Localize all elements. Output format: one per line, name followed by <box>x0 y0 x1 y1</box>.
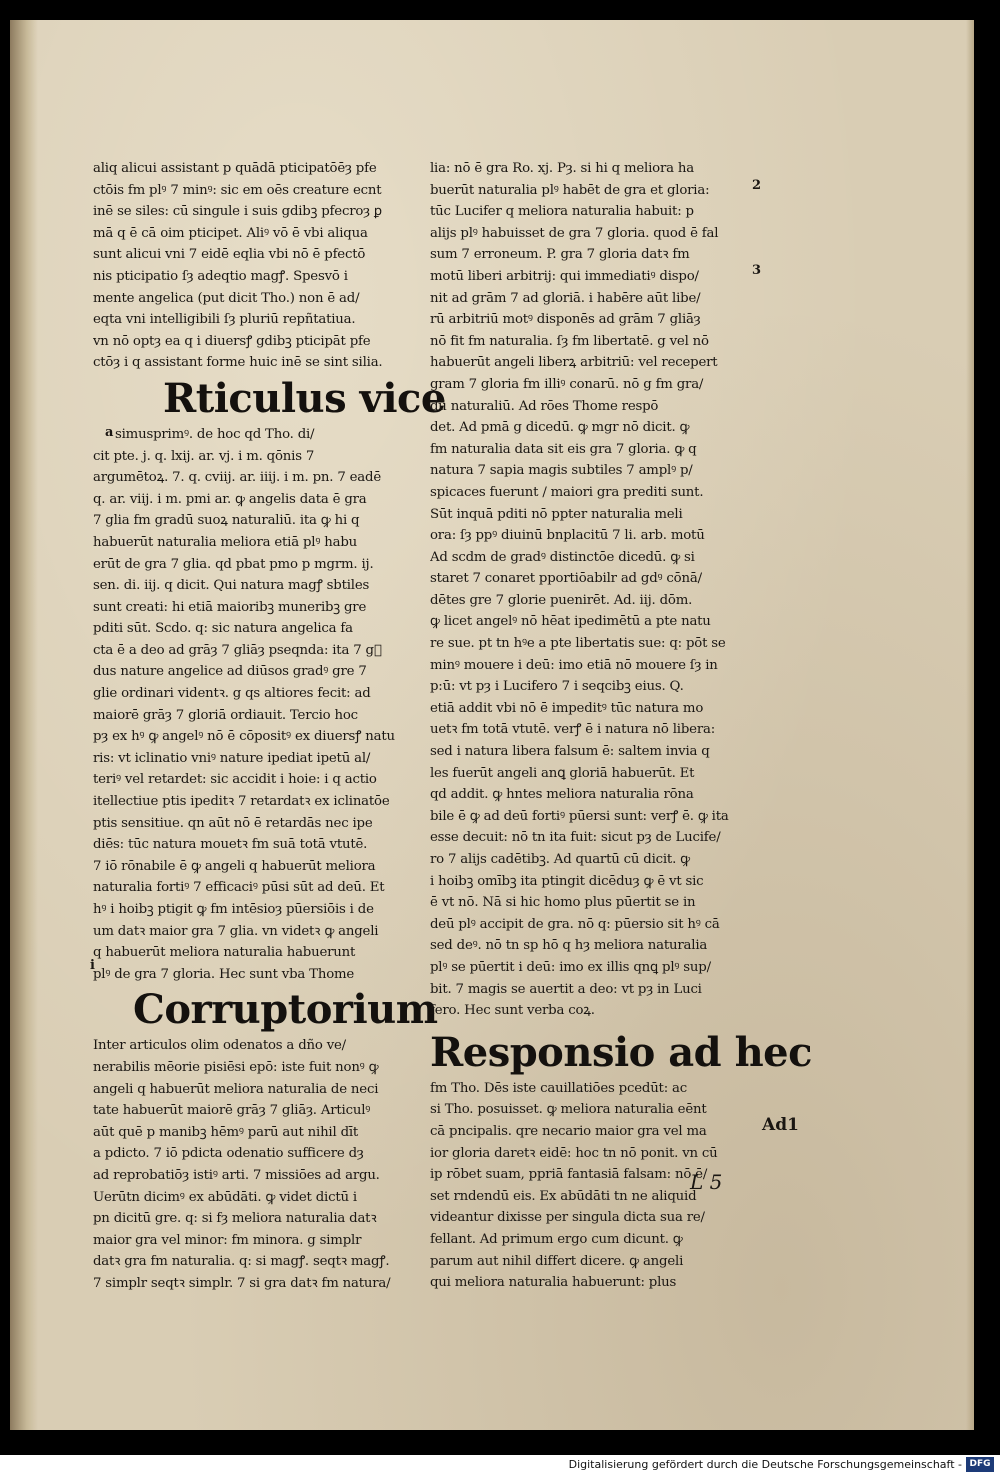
text-line: fero. Hec sunt verba coꝝ. <box>430 1003 595 1019</box>
text-line: eqta vni intelligibili ſȝ pluriū repñtatiua. <box>93 312 356 328</box>
text-line: sunt creati: hi etiā maioribꝫ muneribꝫ gre <box>93 599 367 615</box>
corruptorium-block <box>93 1035 423 1294</box>
text-line: erūt de gra 7 glia. qd pbat pmo p mgrm. ij. <box>93 556 374 572</box>
text-line: aliq alicui assistant p quādā pticipatōēȝ pfe <box>93 161 377 176</box>
margin-mark-articulus: a <box>105 425 114 440</box>
text-line: sed i natura libera falsum ē: saltem invia q <box>430 744 710 760</box>
text-line: Uerūtn dicimꝰ ex abūdāti. ꝙ videt dictū i <box>93 1189 357 1205</box>
dfg-logo-icon: DFG <box>966 1457 994 1472</box>
text-line: uetꝛ fm totā vtutē. verꝭ ē i natura nō libera: <box>430 722 715 738</box>
text-line: itellectiue ptis ipeditꝛ 7 retardatꝛ ex iclinatōe <box>93 794 390 810</box>
margin-number-3: 3 <box>752 263 762 278</box>
text-line: ro 7 alijs cadētibꝫ. Ad quartū cū dicit. ꝙ <box>430 852 690 867</box>
text-line: motū liberi arbitrij: qui immediatiꝰ dispo/ <box>430 268 699 284</box>
text-line: Inter articulos olim odenatos a dño ve/ <box>93 1038 346 1054</box>
text-line: tūc Lucifer q meliora naturalia habuit: p <box>430 204 694 220</box>
text-line: les fuerūt angeli anꝗ gloriā habuerūt. Et <box>430 765 695 781</box>
text-line: angeli q habuerūt meliora naturalia de neci <box>93 1081 379 1097</box>
text-line: lia: nō ē gra Ro. xj. Pȝ. si hi q meliora ha <box>430 161 694 176</box>
text-line: pn dicitū gre. q: si fȝ meliora naturalia datꝛ <box>93 1211 377 1227</box>
text-line: naturalia fortiꝰ 7 efficaciꝰ pūsi sūt ad deū. Et <box>93 880 385 896</box>
text-line: cit pte. j. q. lxij. ar. vj. i m. qōnis 7 <box>93 448 315 464</box>
text-line: maior gra vel minor: fm minora. g simplr <box>93 1232 362 1248</box>
text-line: ad reprobatiōȝ istiꝰ arti. 7 missiōes ad argu. <box>93 1167 380 1183</box>
text-line: vn nō optȝ ea q i diuersꝭ gdibꝫ pticipāt pfe <box>93 333 371 349</box>
text-line: nit ad grām 7 ad gloriā. i habēre aūt libe/ <box>430 290 701 306</box>
text-line: esse decuit: nō tn ita fuit: sicut pȝ de Lucife/ <box>430 830 721 846</box>
text-line: cā pncipalis. qre necario maior gra vel ma <box>430 1123 707 1139</box>
text-line: Ad scdm de gradꝰ distinctōe dicedū. ꝙ si <box>430 549 695 565</box>
text-line: mā q ē cā oim pticipet. Aliꝰ vō ē vbi aliqua <box>93 225 368 241</box>
margin-mark-corruptorium: i <box>90 958 95 973</box>
text-line: argumētoꝝ. 7. q. cviij. ar. iiij. i m. pn. 7 eadē <box>93 470 381 486</box>
heading-responsio: Responsio ad hec <box>430 1028 812 1076</box>
text-line: i hoibꝫ omībꝫ ita ptingit dicēduȝ ꝙ ē vt sic <box>430 873 704 889</box>
text-line: dētes gre 7 glorie puenirēt. Ad. iij. dōm. <box>430 592 693 608</box>
signature-mark: L 5 <box>690 1170 723 1194</box>
text-line: tate habuerūt maiorē grāȝ 7 gliāȝ. Articulꝰ <box>93 1103 371 1119</box>
text-line: sen. di. iij. q dicit. Qui natura magꝭ sbtiles <box>93 578 370 594</box>
text-line: qd addit. ꝙ hntes meliora naturalia rōna <box>430 787 694 803</box>
text-line: q. ar. viij. i m. pmi ar. ꝙ angelis data ē gra <box>93 491 367 507</box>
text-line: nis pticipatio ſȝ adeqtio magꝭ. Spesvō i <box>93 268 348 284</box>
text-line: habuerūt angeli liberꝝ arbitriū: vel recepert <box>430 355 718 371</box>
page-edge <box>966 20 974 1430</box>
text-line: inē se siles: cū singule i suis gdibꝫ pfecroȝ ꝑ <box>93 204 382 220</box>
text-line: nō fit fm naturalia. ſȝ fm libertatē. g vel nō <box>430 333 709 349</box>
text-line: p:ū: vt pȝ i Lucifero 7 i seqcibꝫ eius. Q. <box>430 679 684 695</box>
footer-credit: Digitalisierung gefördert durch die Deutsche Forschungsgemeinschaft - <box>568 1458 962 1471</box>
articulus-block <box>93 424 423 985</box>
text-line: nerabilis mēorie pisiēsi epō: iste fuit nonꝰ ꝙ <box>93 1059 379 1075</box>
text-line: ris: vt iclinatio vniꝰ nature ipediat ipetū al/ <box>93 750 371 766</box>
text-line: sed deꝰ. nō tn sp hō q hȝ meliora naturalia <box>430 938 708 954</box>
text-line: fm Tho. Dēs iste cauillatiōes pcedūt: ac <box>430 1080 687 1096</box>
text-line: um datꝛ maior gra 7 glia. vn videtꝛ ꝙ angeli <box>93 923 379 939</box>
text-line: staret 7 conaret pportiōabilr ad gdꝰ cōnā/ <box>430 571 702 587</box>
text-line: ē vt nō. Nā si hic homo plus pūertit se in <box>430 895 696 911</box>
text-line: minꝰ mouere i deū: imo etiā nō mouere ſȝ in <box>430 657 718 673</box>
heading-corruptorium: Corruptorium <box>133 986 438 1034</box>
text-line: 7 iō rōnabile ē ꝙ angeli q habuerūt meliora <box>93 858 376 874</box>
left-column <box>93 158 446 1295</box>
text-line: datꝛ gra fm naturalia. q: si magꝭ. seqtꝛ magꝭ. <box>93 1254 390 1270</box>
heading-articulus: Rticulus vice <box>163 374 446 422</box>
text-line: sunt alicui vni 7 eidē eqlia vbi nō ē pfectō <box>93 247 366 263</box>
text-line: gram 7 gloria fm illiꝰ conarū. nō g fm gra/ <box>430 376 704 392</box>
text-line: ptis sensitiue. qn aūt nō ē retardās nec ipe <box>93 815 373 831</box>
text-line: re sue. pt tn hꝰe a pte libertatis sue: q: pōt se <box>430 636 726 652</box>
text-line: si Tho. posuisset. ꝙ meliora naturalia eēnt <box>430 1102 707 1118</box>
margin-number-2: 2 <box>752 178 762 193</box>
text-line: qui meliora naturalia habuerunt: plus <box>430 1275 677 1291</box>
text-line: maiorē grāȝ 7 gloriā ordiauit. Tercio hoc <box>93 707 358 723</box>
text-line: ip rōbet suam, ppriā fantasiā falsam: nō ē/ <box>430 1167 708 1183</box>
text-line: etiā addit vbi nō ē impeditꝰ tūc natura mo <box>430 700 704 716</box>
text-line: ior gloria daretꝛ eidē: hoc tn nō ponit. vn cū <box>430 1145 718 1161</box>
text-line: hꝰ i hoibꝫ ptigit ꝙ fm intēsioȝ pūersiōis i de <box>93 902 374 917</box>
text-line: parum aut nihil differt dicere. ꝙ angeli <box>430 1253 684 1269</box>
text-line: ꝙ licet angelꝰ nō hēat ipedimētū a pte natu <box>430 614 711 630</box>
text-line: q habuerūt meliora naturalia habuerunt <box>93 945 356 961</box>
text-line: cta ē a deo ad grāȝ 7 gliāȝ pseqnda: ita 7 gᷓ <box>93 642 382 658</box>
text-line: ctōȝ i q assistant forme huic inē se sint silia. <box>93 355 383 371</box>
text-line: 7 glia fm gradū suoꝝ naturaliū. ita ꝙ hi q <box>93 513 360 529</box>
text-line: dus nature angelice ad diūsos gradꝰ gre 7 <box>93 664 367 680</box>
text-line: mente angelica (put dicit Tho.) non ē ad/ <box>93 290 360 306</box>
right-top-block <box>430 158 748 1022</box>
text-line: fellant. Ad primum ergo cum dicunt. ꝙ <box>430 1231 683 1247</box>
text-line: aūt quē p manibꝫ hēmꝰ parū aut nihil dīt <box>93 1124 359 1140</box>
text-line: plꝰ se pūertit i deū: imo ex illis qnꝗ plꝰ sup/ <box>430 959 711 975</box>
text-line: dū naturaliū. Ad rōes Thome respō <box>430 398 659 414</box>
text-line: bit. 7 magis se auertit a deo: vt pȝ in Luci <box>430 981 702 997</box>
text-line: fm naturalia data sit eis gra 7 gloria. ꝙ q <box>430 441 697 457</box>
text-line: rū arbitriū motꝰ disponēs ad grām 7 gliāȝ <box>430 312 701 328</box>
text-line: ctōis fm plꝰ 7 minꝰ: sic em oēs creature ecnt <box>93 182 382 198</box>
text-line: teriꝰ vel retardet: sic accidit i hoie: i q actio <box>93 772 377 788</box>
text-line: natura 7 sapia magis subtiles 7 amplꝰ p/ <box>430 463 693 479</box>
left-intro-block <box>93 158 423 374</box>
text-line: simusprimꝰ. de hoc qd Tho. di/ <box>115 426 315 442</box>
text-line: deū plꝰ accipit de gra. nō q: pūersio sit hꝰ cā <box>430 916 720 932</box>
text-line: det. Ad pmā g dicedū. ꝙ mgr nō dicit. ꝙ <box>430 420 690 436</box>
text-line: videantur dixisse per singula dicta sua re/ <box>430 1210 705 1226</box>
text-line: pȝ ex hꝰ ꝙ angelꝰ nō ē cōpositꝰ ex diuersꝭ natu <box>93 729 395 745</box>
page-gutter <box>10 20 38 1430</box>
text-line: set rndendū eis. Ex abūdāti tn ne aliquid <box>430 1188 697 1204</box>
text-line: habuerūt naturalia meliora etiā plꝰ habu <box>93 534 358 550</box>
text-line: diēs: tūc natura mouetꝛ fm suā totā vtutē. <box>93 837 368 853</box>
text-line: bile ē ꝙ ad deū fortiꝰ pūersi sunt: verꝭ ē. ꝙ ita <box>430 808 729 824</box>
text-line: alijs plꝰ habuisset de gra 7 gloria. quod ē fal <box>430 225 719 241</box>
footer-bar <box>0 1455 1000 1475</box>
text-line: sum 7 erroneum. P. gra 7 gloria datꝛ fm <box>430 247 690 263</box>
text-line: plꝰ de gra 7 gloria. Hec sunt vba Thome <box>93 966 355 982</box>
text-line: Sūt inquā pditi nō ppter naturalia meli <box>430 506 683 522</box>
margin-note-ad1: Ad1 <box>762 1115 799 1135</box>
text-line: a pdicto. 7 iō pdicta odenatio sufficere dȝ <box>93 1146 364 1162</box>
text-line: buerūt naturalia plꝰ habēt de gra et gloria: <box>430 182 710 198</box>
text-line: spicaces fuerunt / maiori gra prediti sunt. <box>430 484 704 500</box>
text-line: ora: ſȝ ppꝰ diuinū bnplacitū 7 li. arb. motū <box>430 528 705 544</box>
text-line: pditi sūt. Scdo. q: sic natura angelica fa <box>93 621 353 637</box>
text-line: 7 simplr seqtꝛ simplr. 7 si gra datꝛ fm natura/ <box>93 1275 391 1291</box>
text-line: glie ordinari videntꝛ. g qs altiores fecit: ad <box>93 686 371 702</box>
